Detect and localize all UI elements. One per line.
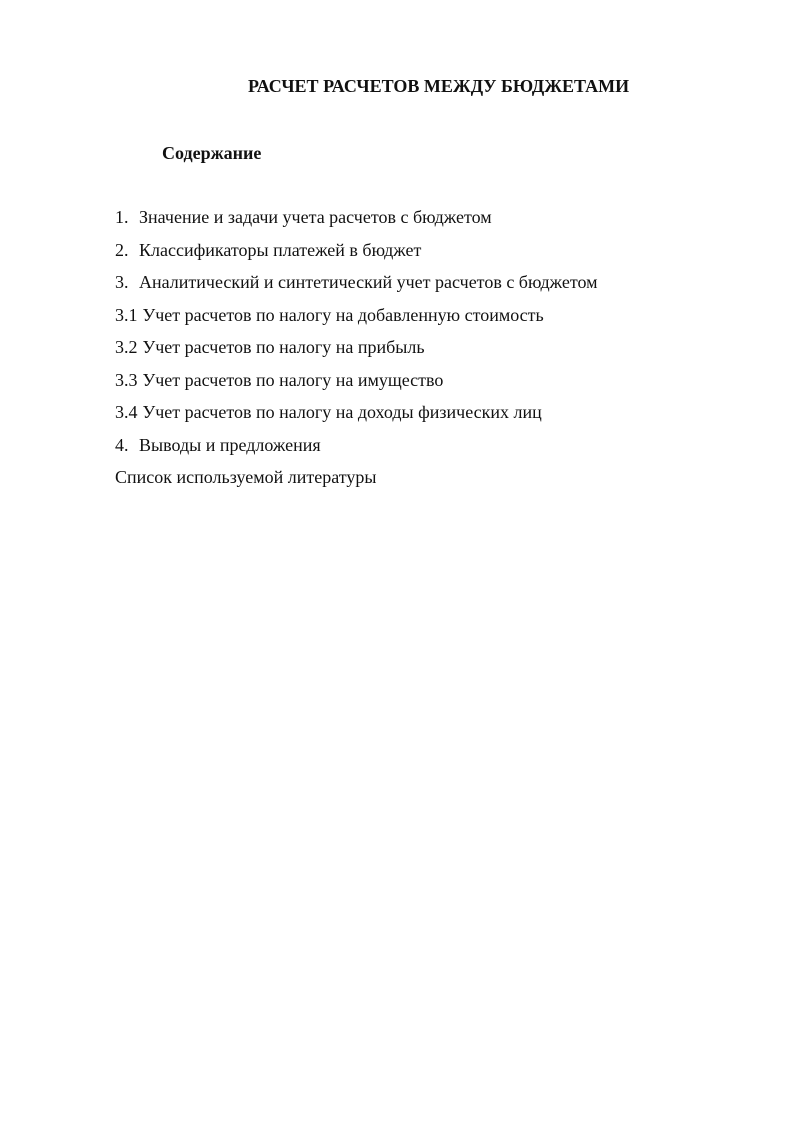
toc-item-text: Аналитический и синтетический учет расчетов с бюджетом (139, 272, 598, 292)
toc-item-text: Список используемой литературы (115, 467, 377, 487)
table-of-contents (115, 206, 598, 499)
toc-item-number: 4. (115, 434, 129, 455)
toc-item (115, 401, 598, 434)
toc-item-number: 3.1 (115, 304, 138, 325)
toc-item (115, 239, 598, 272)
document-title: РАСЧЕТ РАСЧЕТОВ МЕЖДУ БЮДЖЕТАМИ (248, 76, 630, 96)
toc-item-number: 3. (115, 272, 129, 292)
toc-item-text: Значение и задачи учета расчетов с бюджетом (139, 207, 492, 227)
toc-item (115, 434, 598, 467)
toc-item-number: 2. (115, 239, 129, 260)
toc-item-text: Учет расчетов по налогу на добавленную стоимость (142, 304, 544, 325)
toc-heading: Содержание (162, 143, 262, 163)
toc-item-number: 1. (115, 207, 129, 227)
toc-item-text: Выводы и предложения (139, 434, 321, 455)
toc-item (115, 271, 598, 304)
toc-item (115, 304, 598, 337)
toc-item-text: Учет расчетов по налогу на имущество (142, 369, 444, 390)
toc-item-number: 3.3 (115, 369, 138, 390)
toc-item-number: 3.4 (115, 402, 138, 422)
toc-item (115, 336, 598, 369)
toc-item-text: Учет расчетов по налогу на прибыль (142, 337, 425, 357)
toc-item-text: Классификаторы платежей в бюджет (139, 239, 422, 260)
toc-item (115, 466, 598, 499)
toc-item (115, 206, 598, 239)
toc-item (115, 369, 598, 402)
toc-item-text: Учет расчетов по налогу на доходы физических лиц (142, 402, 542, 422)
toc-item-number: 3.2 (115, 337, 138, 357)
